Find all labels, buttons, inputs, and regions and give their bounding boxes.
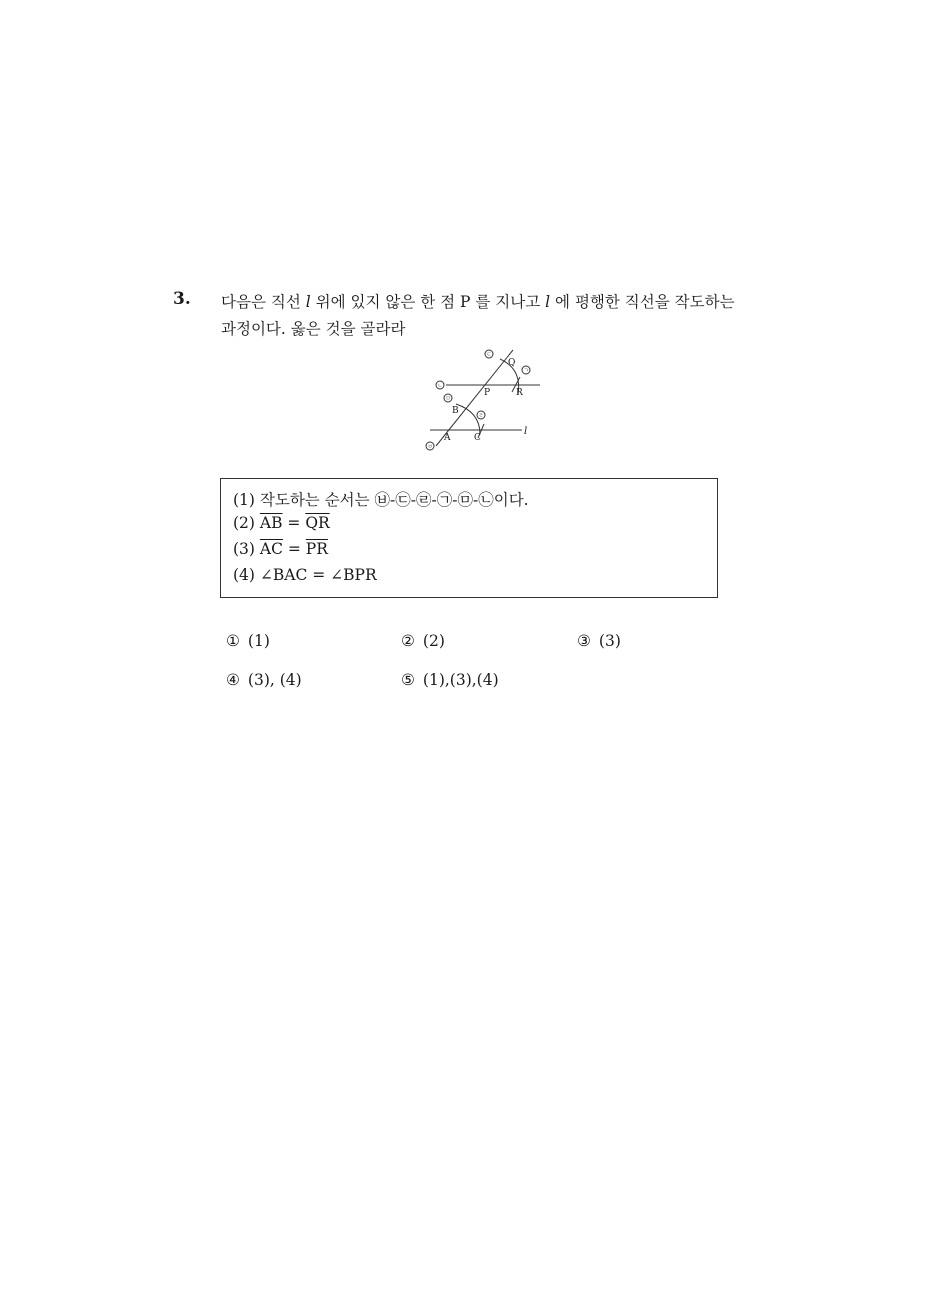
point-label-c: C <box>474 433 481 443</box>
choice-text: (3) <box>598 632 621 650</box>
question-text-line2: 과정이다. 옳은 것을 골라라 <box>221 320 406 338</box>
segment-ab: $\overline{AB}$ <box>259 514 283 532</box>
segment-ac: $\overline{AC}$ <box>259 540 283 558</box>
segment-qr: $\overline{QR}$ <box>305 514 330 532</box>
choice-text: (1) <box>247 632 270 650</box>
step-label-b: ㄴ <box>437 383 443 389</box>
line-variable: l <box>305 293 311 311</box>
point-label-p: P <box>484 388 491 398</box>
point-label-a: A <box>444 433 451 443</box>
step-label-f: ㅂ <box>427 444 433 450</box>
choice-3[interactable] <box>577 632 621 650</box>
question-text-part: 다음은 직선 <box>221 293 306 311</box>
statement-prefix: (3) <box>233 540 260 558</box>
line-label-l: l <box>524 426 528 437</box>
construction-figure <box>418 344 558 456</box>
segment-pr: $\overline{PR}$ <box>305 540 328 558</box>
step-label-c: ㄷ <box>486 352 492 358</box>
choice-marker: ⑤ <box>401 671 415 689</box>
choice-text: (1),(3),(4) <box>422 671 499 689</box>
line-variable: l <box>545 293 551 311</box>
choice-marker: ④ <box>226 671 240 689</box>
step-label-d: ㄹ <box>478 413 484 419</box>
equals-sign: = <box>282 540 306 558</box>
point-label-b: B <box>452 406 459 416</box>
choice-4[interactable] <box>226 671 302 689</box>
question-text-line1 <box>221 290 735 312</box>
choice-marker: ① <box>226 632 240 650</box>
choice-marker: ③ <box>577 632 591 650</box>
statement-2 <box>233 514 330 532</box>
point-label-r: R <box>516 388 523 398</box>
question-number: 3. <box>173 289 191 309</box>
statement-box <box>220 478 718 598</box>
choice-marker: ② <box>401 632 415 650</box>
choice-1[interactable] <box>226 632 270 650</box>
statement-3 <box>233 540 328 558</box>
question-text-part: 위에 있지 않은 한 점 P 를 지나고 <box>310 293 546 311</box>
question-text-part: 에 평행한 직선을 작도하는 <box>550 293 735 311</box>
choice-text: (2) <box>422 632 445 650</box>
statement-4: (4) ∠BAC = ∠BPR <box>233 566 377 584</box>
point-label-q: Q <box>508 358 516 368</box>
statement-1: (1) 작도하는 순서는 ㉥-㉢-㉣-㉠-㉤-㉡이다. <box>233 491 529 509</box>
step-label-e: ㅁ <box>445 396 451 402</box>
equals-sign: = <box>282 514 306 532</box>
choice-2[interactable] <box>401 632 445 650</box>
choice-text: (3), (4) <box>247 671 302 689</box>
statement-prefix: (2) <box>233 514 260 532</box>
step-label-a: ㄱ <box>523 368 529 374</box>
choice-5[interactable] <box>401 671 499 689</box>
